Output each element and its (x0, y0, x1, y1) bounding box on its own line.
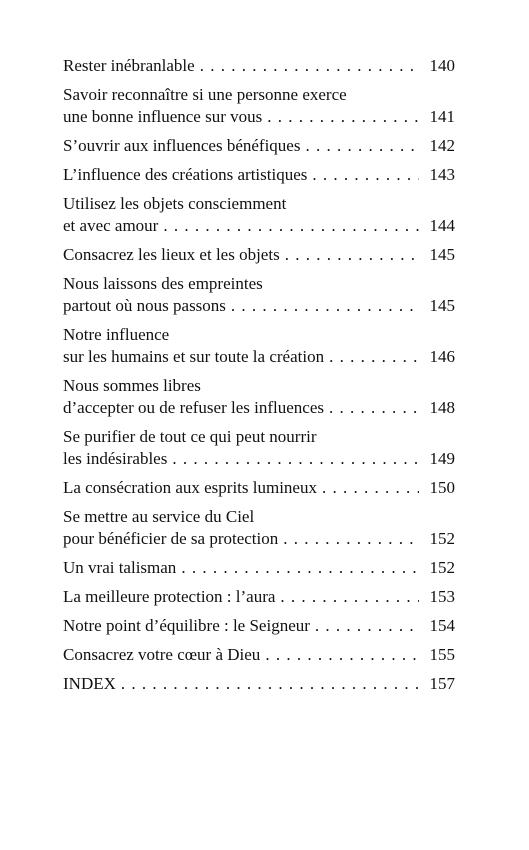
toc-entry-title: S’ouvrir aux influences bénéfiques (63, 136, 301, 155)
toc-page-number: 154 (429, 616, 455, 635)
toc-page-number: 145 (429, 245, 455, 264)
toc-entry-line (63, 273, 455, 295)
toc-page-number: 153 (429, 587, 455, 606)
dot-leader (265, 644, 419, 666)
toc-entry (63, 324, 455, 368)
toc-entry-title: Se mettre au service du Ciel (63, 507, 255, 526)
toc-page-number: 145 (429, 296, 455, 315)
toc-entry (63, 55, 455, 77)
toc-entry (63, 164, 455, 186)
toc-page-number: 140 (429, 56, 455, 75)
toc-entry-line (63, 644, 455, 666)
toc-entry-line (63, 295, 455, 317)
dot-leader (322, 477, 419, 499)
toc-entry-title: Notre influence (63, 325, 170, 344)
toc-entry-line (63, 615, 455, 637)
dot-leader (267, 106, 419, 128)
dot-leader (231, 295, 419, 317)
toc-entry-title: L’influence des créations artistiques (63, 165, 308, 184)
toc-entry (63, 673, 455, 695)
toc-entry-line (63, 448, 455, 470)
dot-leader (283, 528, 419, 550)
toc-entry-line (63, 673, 455, 695)
toc-entry (63, 477, 455, 499)
toc-page-number: 149 (429, 449, 455, 468)
toc-entry-title: La consécration aux esprits lumineux (63, 478, 317, 497)
toc-entry (63, 375, 455, 419)
toc-entry-title: pour bénéficier de sa protection (63, 529, 279, 548)
toc-entry-title: Notre point d’équilibre : le Seigneur (63, 616, 310, 635)
toc-entry (63, 244, 455, 266)
toc-entry-line (63, 586, 455, 608)
toc-entry-title: Se purifier de tout ce qui peut nourrir (63, 427, 317, 446)
dot-leader (285, 244, 419, 266)
toc-entry (63, 615, 455, 637)
toc-entry-title: sur les humains et sur toute la création (63, 347, 325, 366)
toc-entry-line (63, 193, 455, 215)
toc-page-number: 157 (429, 674, 455, 693)
toc-page-number: 144 (429, 216, 455, 235)
toc-page-number: 150 (429, 478, 455, 497)
toc-entry-line (63, 324, 455, 346)
toc-entry-line (63, 244, 455, 266)
toc-entry-title: Nous sommes libres (63, 376, 201, 395)
toc-entry-line (63, 55, 455, 77)
toc-entry (63, 273, 455, 317)
toc-entry-title: une bonne influence sur vous (63, 107, 263, 126)
toc-entry-title: Nous laissons des empreintes (63, 274, 263, 293)
dot-leader (172, 448, 419, 470)
toc-entry-line (63, 135, 455, 157)
toc-entry-line (63, 426, 455, 448)
toc-entry-title: Consacrez les lieux et les objets (63, 245, 280, 264)
toc-entry (63, 135, 455, 157)
toc-entry-line (63, 477, 455, 499)
toc-entry (63, 644, 455, 666)
toc-entry (63, 193, 455, 237)
toc-entry-title: Savoir reconnaître si une personne exerce (63, 85, 347, 104)
toc-page-number: 143 (429, 165, 455, 184)
toc-entry-line (63, 106, 455, 128)
dot-leader (329, 397, 419, 419)
toc-entry-line (63, 506, 455, 528)
toc-entry-line (63, 557, 455, 579)
dot-leader (181, 557, 419, 579)
toc-entry-title: d’accepter ou de refuser les influences (63, 398, 325, 417)
toc-entry (63, 506, 455, 550)
toc-entry-line (63, 215, 455, 237)
toc-page-number: 152 (429, 529, 455, 548)
toc-entry-title: Rester inébranlable (63, 56, 195, 75)
toc-entry (63, 426, 455, 470)
dot-leader (163, 215, 419, 237)
dot-leader (329, 346, 419, 368)
toc-entry-title: La meilleure protection : l’aura (63, 587, 276, 606)
toc-page-number: 142 (429, 136, 455, 155)
toc-entry-title: INDEX (63, 674, 116, 693)
toc-entry-title: et avec amour (63, 216, 159, 235)
toc-page-number: 152 (429, 558, 455, 577)
toc-entry-title: les indésirables (63, 449, 168, 468)
toc-entry-line (63, 346, 455, 368)
toc-entry-title: Consacrez votre cœur à Dieu (63, 645, 261, 664)
dot-leader (312, 164, 419, 186)
dot-leader (315, 615, 419, 637)
toc-entry-line (63, 84, 455, 106)
toc-entry (63, 557, 455, 579)
toc-entry-line (63, 528, 455, 550)
toc-entry-title: Un vrai talisman (63, 558, 177, 577)
toc-page-number: 141 (429, 107, 455, 126)
toc-entry-line (63, 397, 455, 419)
toc-entry (63, 84, 455, 128)
toc-entry (63, 586, 455, 608)
toc-page-number: 146 (429, 347, 455, 366)
dot-leader (121, 673, 419, 695)
table-of-contents (63, 55, 455, 702)
dot-leader (280, 586, 419, 608)
toc-entry-title: Utilisez les objets consciemment (63, 194, 287, 213)
toc-page-number: 148 (429, 398, 455, 417)
dot-leader (305, 135, 419, 157)
toc-entry-line (63, 164, 455, 186)
dot-leader (200, 55, 419, 77)
toc-entry-title: partout où nous passons (63, 296, 226, 315)
toc-entry-line (63, 375, 455, 397)
toc-page-number: 155 (429, 645, 455, 664)
